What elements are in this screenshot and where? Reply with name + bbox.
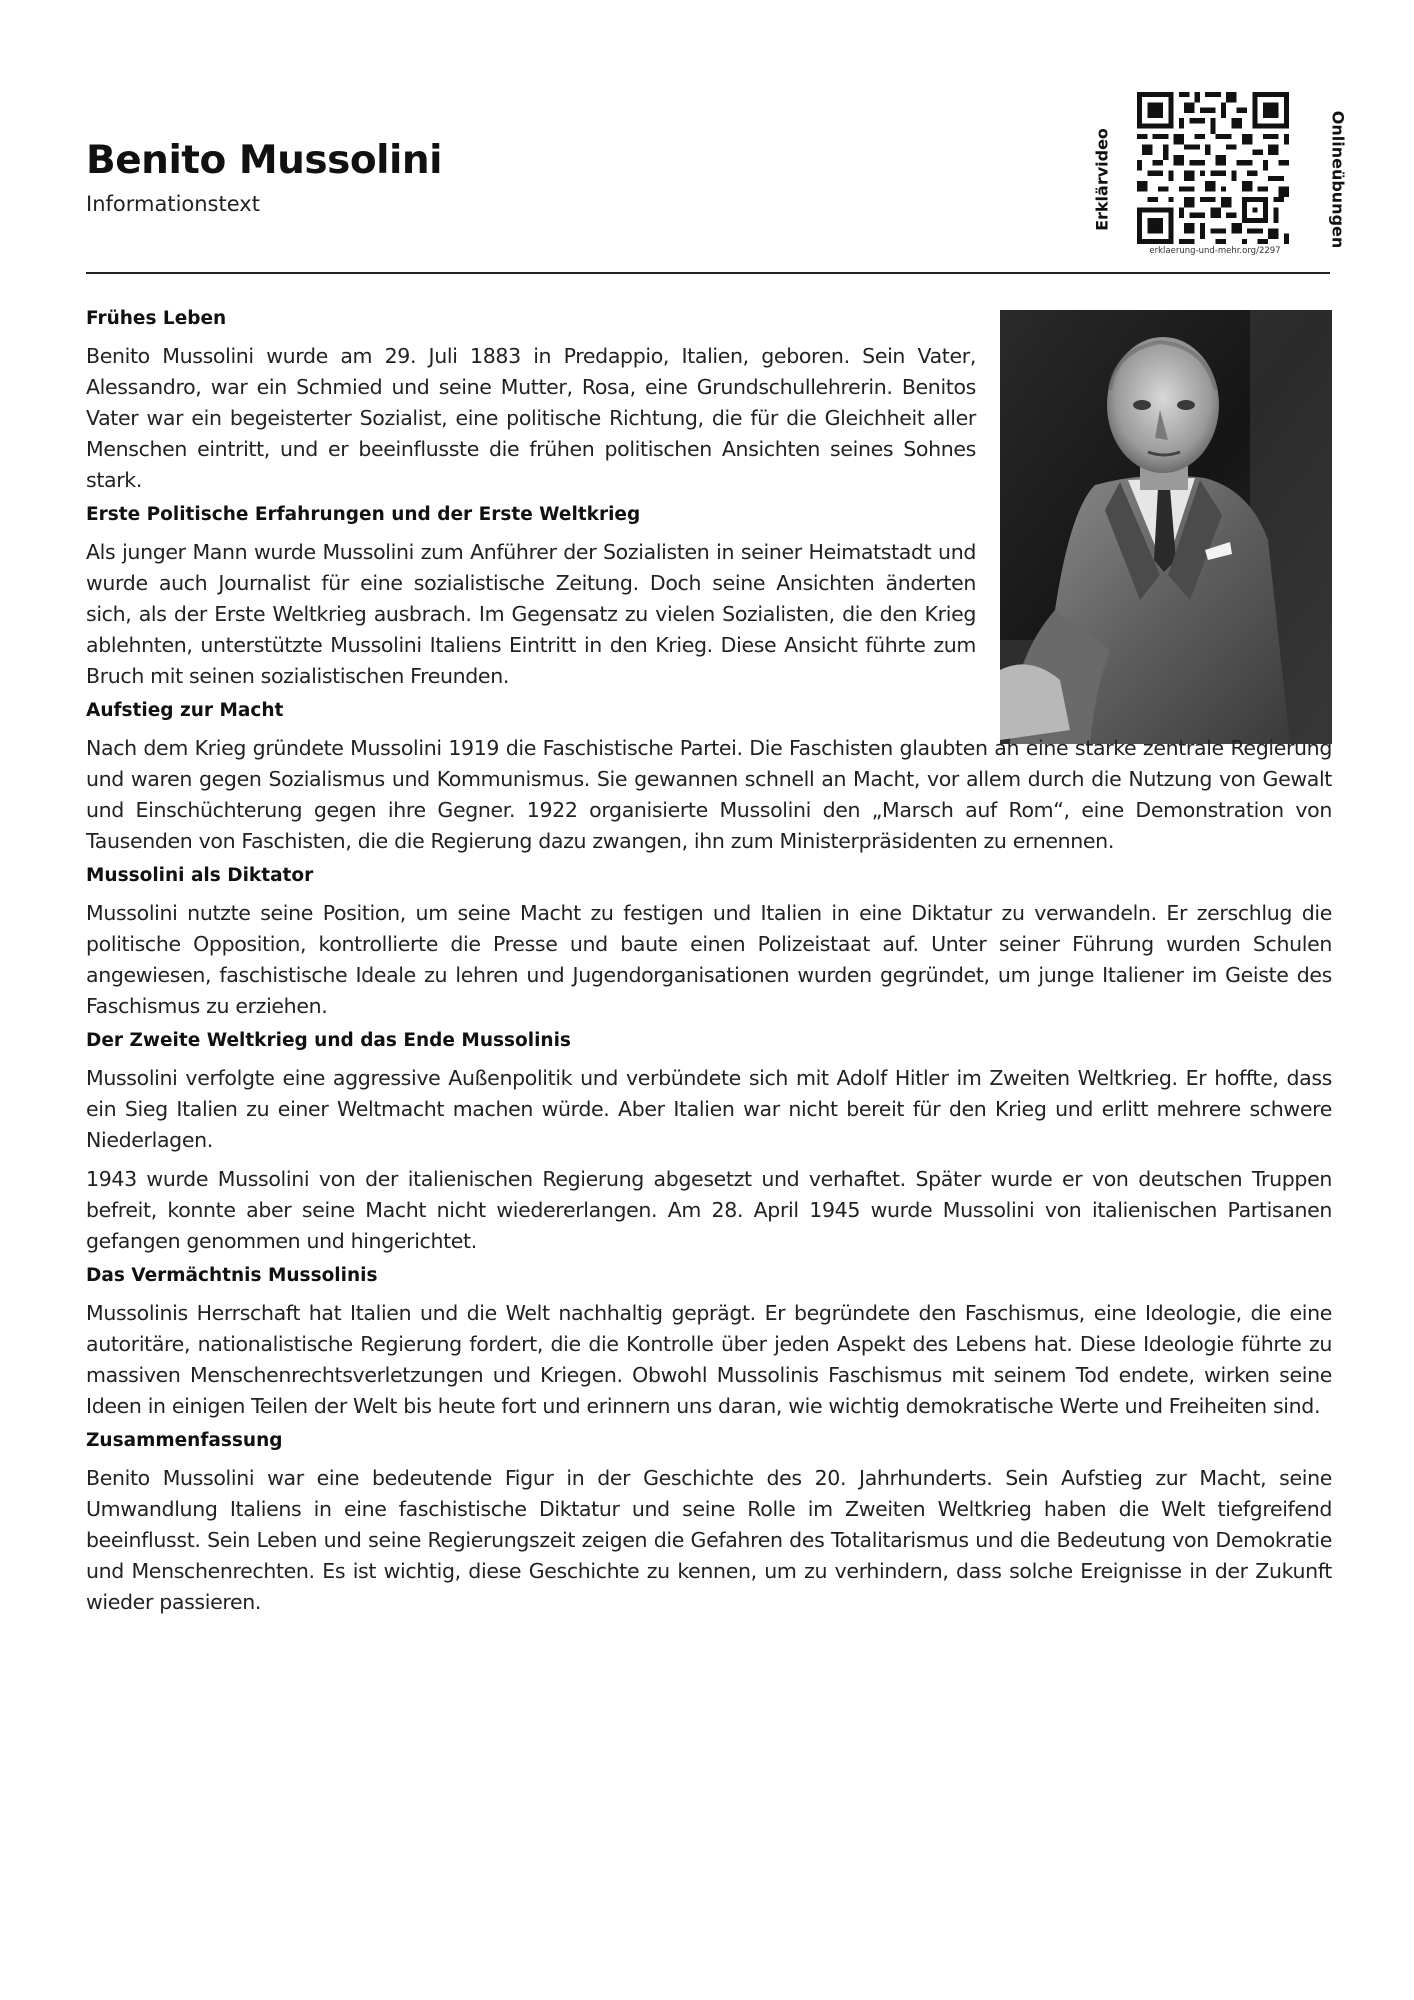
header-divider (86, 272, 1330, 274)
section-heading: Frühes Leben (86, 308, 227, 329)
section-paragraph: Mussolini verfolgte eine aggressive Außenpolitik und verbündete sich mit Adolf Hitler im Zweiten Weltkrieg. Er hoffte, dass ein Sieg Italien zu einer Weltmacht machen würde. Aber Italien war nicht bereit für den Krieg und erlitt mehrere schwere Niederlagen. (86, 1066, 1332, 1152)
qr-url: erklaerung-und-mehr.org/2297 (1149, 246, 1281, 256)
section-paragraph: Nach dem Krieg gründete Mussolini 1919 die Faschistische Partei. Die Faschisten glaubten an eine starke zentrale Regierung und waren gegen Sozialismus und Kommunismus. Sie gewannen schnell an Macht, vor allem durch die Nutzung von Gewalt und Einschüchterung gegen ihre Gegner. 1922 organisierte Mussolini den „Marsch auf Rom“, eine Demonstration von Tausenden von Faschisten, die die Regierung dazu zwangen, ihn zum Ministerpräsidenten zu ernennen. (86, 736, 1332, 853)
section-paragraph: Benito Mussolini wurde am 29. Juli 1883 in Predappio, Italien, geboren. Sein Vater, Alessandro, war ein Schmied und seine Mutter, Rosa, eine Grundschullehrerin. Benitos Vater war ein begeisterter Sozialist, eine politische Richtung, die für die Gleichheit aller Menschen eintritt, und er beeinflusste die frühen politischen Ansichten seines Sohnes stark. (86, 344, 976, 492)
section-zweiter-weltkrieg (86, 1030, 1332, 1257)
article-body (86, 308, 1332, 1626)
section-heading: Zusammenfassung (86, 1430, 283, 1451)
section-heading: Aufstieg zur Macht (86, 700, 284, 721)
section-heading: Erste Politische Erfahrungen und der Erste Weltkrieg (86, 504, 641, 525)
section-diktator (86, 865, 1332, 1022)
page-title: Benito Mussolini (86, 138, 442, 183)
section-heading: Der Zweite Weltkrieg und das Ende Mussolinis (86, 1030, 571, 1051)
section-zusammenfassung (86, 1430, 1332, 1618)
section-paragraph: Benito Mussolini war eine bedeutende Figur in der Geschichte des 20. Jahrhunderts. Sein Aufstieg zur Macht, seine Umwandlung Italiens in eine faschistische Diktatur und seine Rolle im Zweiten Weltkrieg haben die Welt tiefgreifend beeinflusst. Sein Leben und seine Regierungszeit zeigen die Gefahren des Totalitarismus und die Bedeutung von Demokratie und Menschenrechten. Es ist wichtig, diese Geschichte zu kennen, um zu verhindern, dass solche Ereignisse in der Zukunft wieder passieren. (86, 1466, 1332, 1614)
section-paragraph: Mussolini nutzte seine Position, um seine Macht zu festigen und Italien in eine Diktatur zu verwandeln. Er zerschlug die politische Opposition, kontrollierte die Presse und baute einen Polizeistaat auf. Unter seiner Führung wurden Schulen angewiesen, faschistische Ideale zu lehren und Jugendorganisationen wurden gegründet, um junge Italiener im Geiste des Faschismus zu erziehen. (86, 901, 1332, 1018)
section-aufstieg-zur-macht (86, 700, 1332, 857)
section-erste-politische-erfahrungen (86, 504, 1332, 692)
page-subtitle: Informationstext (86, 192, 260, 216)
section-vermaechtnis (86, 1265, 1332, 1422)
section-heading: Mussolini als Diktator (86, 865, 314, 886)
section-heading: Das Vermächtnis Mussolinis (86, 1265, 378, 1286)
section-paragraph: 1943 wurde Mussolini von der italienischen Regierung abgesetzt und verhaftet. Später wurde er von deutschen Truppen befreit, konnte aber seine Macht nicht wiedererlangen. Am 28. April 1945 wurde Mussolini von italienischen Partisanen gefangen genommen und hingerichtet. (86, 1167, 1332, 1253)
section-paragraph: Als junger Mann wurde Mussolini zum Anführer der Sozialisten in seiner Heimatstadt und wurde auch Journalist für eine sozialistische Zeitung. Doch seine Ansichten änderten sich, als der Erste Weltkrieg ausbrach. Im Gegensatz zu vielen Sozialisten, die den Krieg ablehnten, unterstützte Mussolini Italiens Eintritt in den Krieg. Diese Ansicht führte zum Bruch mit seinen sozialistischen Freunden. (86, 540, 976, 688)
qr-code-block (1092, 92, 1348, 264)
qr-code-icon[interactable] (1137, 92, 1289, 244)
qr-label-left: Erklärvideo (1092, 128, 1112, 231)
qr-label-right: Onlineübungen (1328, 110, 1348, 249)
section-fruehes-leben (86, 308, 1332, 496)
section-paragraph: Mussolinis Herrschaft hat Italien und die Welt nachhaltig geprägt. Er begründete den Faschismus, eine Ideologie, die eine autoritäre, nationalistische Regierung fordert, die die Kontrolle über jeden Aspekt des Lebens hat. Diese Ideologie führte zu massiven Menschenrechtsverletzungen und Kriegen. Obwohl Mussolinis Faschismus mit seinem Tod endete, wirken seine Ideen in einigen Teilen der Welt bis heute fort und erinnern uns daran, wie wichtig demokratische Werte und Freiheiten sind. (86, 1301, 1332, 1418)
